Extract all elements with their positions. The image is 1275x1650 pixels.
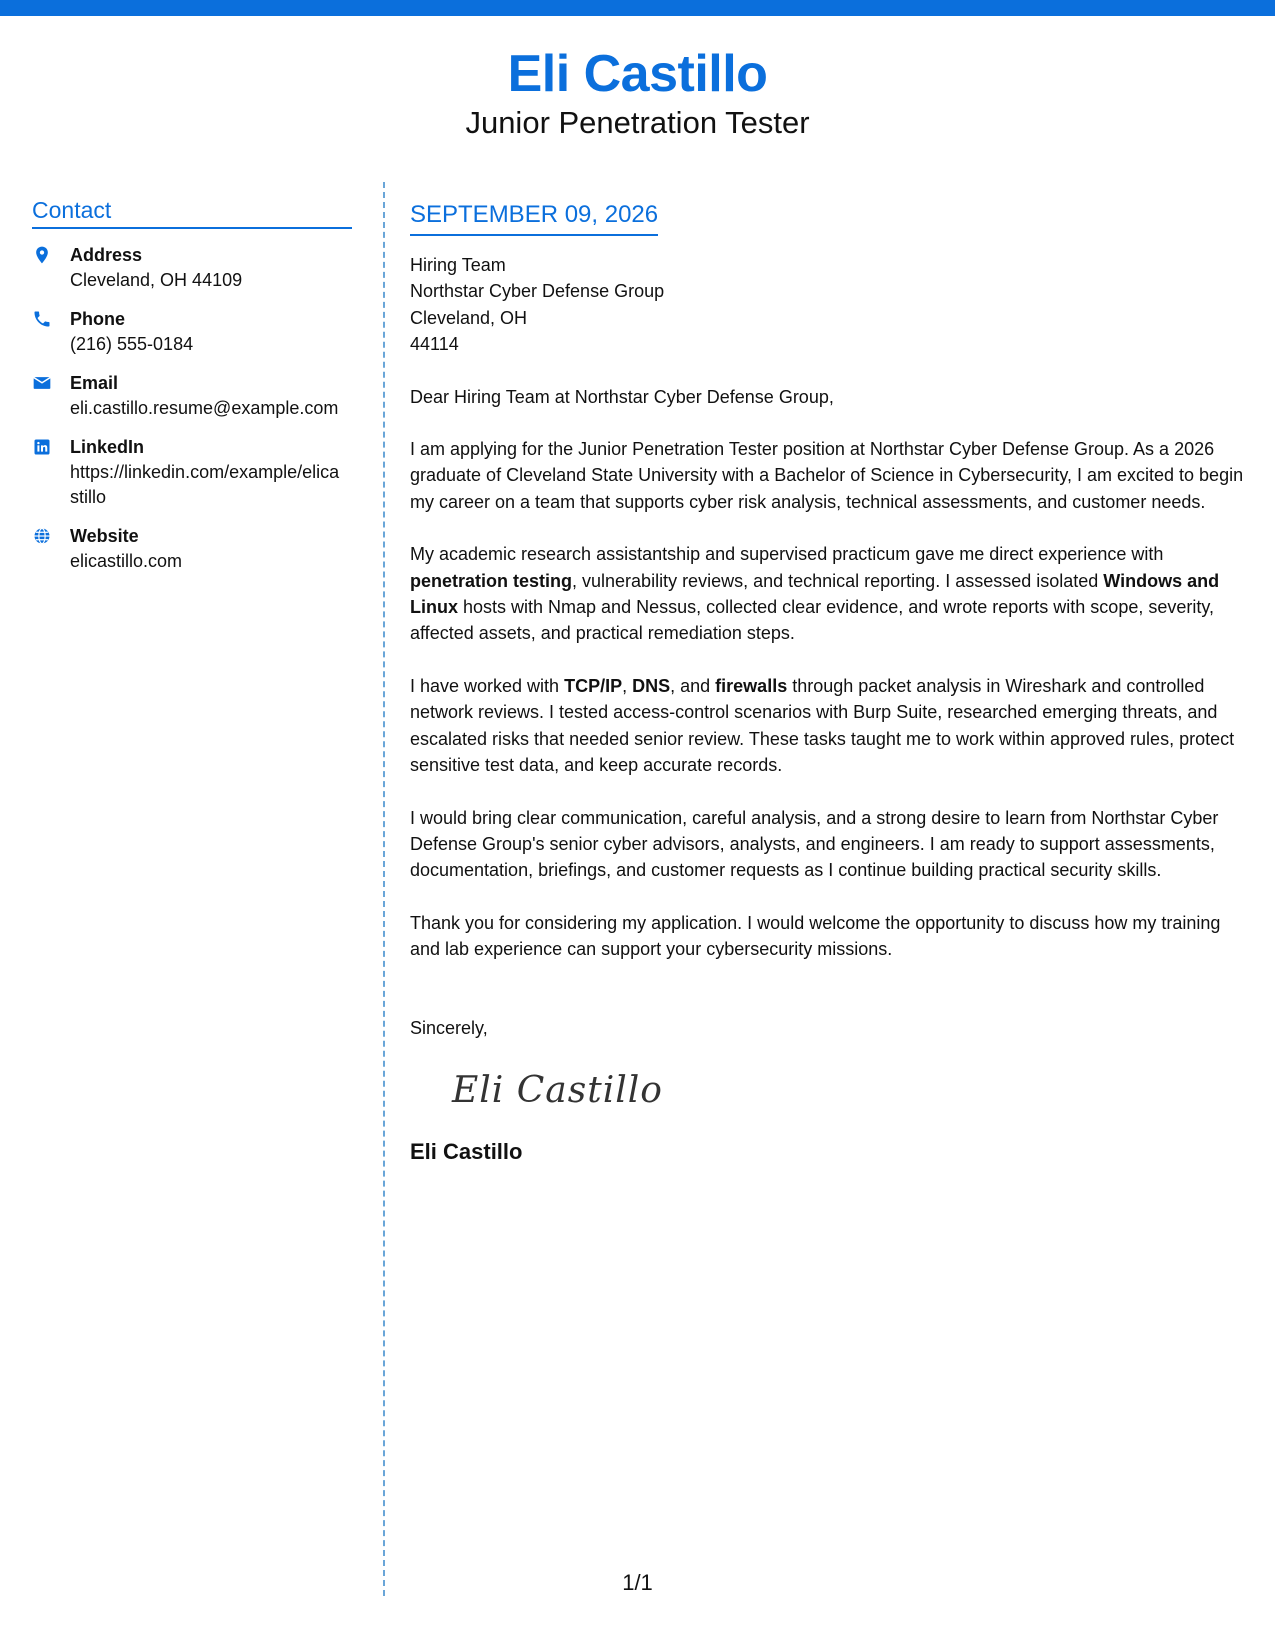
text-run: through packet analysis in Wireshark and controlled network reviews. I tested access-control scenarios with Burp Suite, researched emerging threats, and escalated risks that needed senior review. These tasks taught me to work within approved rules, protect sensitive test data, and keep accurate records.: [410, 675, 1235, 776]
recipient-block: [410, 252, 1250, 358]
text-run: , and: [670, 675, 716, 696]
location-pin-icon: [32, 245, 52, 265]
text-run: , vulnerability reviews, and technical reporting. I assessed isolated: [572, 570, 1104, 591]
contact-address: [32, 243, 352, 293]
phone-value: (216) 555-0184: [70, 334, 194, 354]
candidate-name: Eli Castillo: [507, 45, 768, 103]
salutation: Dear Hiring Team at Northstar Cyber Defense Group,: [410, 386, 834, 407]
linkedin-value[interactable]: https://linkedin.com/example/elicastillo: [70, 462, 340, 507]
text-run: hosts with Nmap and Nessus, collected clear evidence, and wrote reports with scope, severity, affected assets, and practical remediation steps.: [410, 597, 1215, 644]
bold-phrase: TCP/IP: [564, 675, 623, 696]
bold-phrase: DNS: [632, 675, 671, 696]
text-run: My academic research assistantship and supervised practicum gave me direct experience with: [410, 544, 1164, 565]
closing: Sincerely,: [410, 1017, 488, 1038]
letter-body: [410, 198, 1250, 1167]
bold-phrase: penetration testing: [410, 570, 573, 591]
recipient-city: Cleveland, OH: [410, 307, 528, 328]
address-value: Cleveland, OH 44109: [70, 270, 243, 290]
text-run: I would bring clear communication, careful analysis, and a strong desire to learn from Northstar Cyber Defense Group's senior cyber advisors, analysts, and engineers. I am ready to support assessments, documentation, briefings, and customer requests as I continue building practical security skills.: [410, 807, 1219, 881]
paragraph: [410, 673, 1250, 779]
page-number: 1/1: [622, 1570, 653, 1595]
text-run: Thank you for considering my application. I would welcome the opportunity to discuss how my training and lab experience can support your cybersecurity missions.: [410, 912, 1221, 960]
website-value[interactable]: elicastillo.com: [70, 551, 183, 571]
recipient-line: Hiring Team: [410, 255, 506, 275]
text-run: I am applying for the Junior Penetration Tester position at Northstar Cyber Defense Group. As a 2026 graduate of Cleveland State University with a Bachelor of Science in Cybersecurity, I am excited to begin my career on a team that supports cyber risk analysis, technical assessments, and customer needs.: [410, 439, 1244, 512]
text-run: I have worked with: [410, 675, 565, 696]
header: [0, 42, 1275, 142]
email-value[interactable]: eli.castillo.resume@example.com: [70, 398, 339, 418]
recipient-company: Northstar Cyber Defense Group: [410, 281, 665, 302]
contact-website: [32, 524, 352, 574]
text-run: ,: [622, 675, 633, 696]
column-divider: [383, 182, 385, 1596]
paragraph: [410, 541, 1250, 647]
contact-email: [32, 371, 352, 421]
job-title: Junior Penetration Tester: [465, 105, 810, 140]
letter-date: SEPTEMBER 09, 2026: [410, 198, 658, 236]
paragraph: [410, 910, 1250, 963]
website-label: Website: [70, 526, 139, 546]
email-label: Email: [70, 373, 119, 393]
recipient-zip: 44114: [410, 334, 459, 355]
phone-label: Phone: [70, 309, 126, 329]
linkedin-label: LinkedIn: [70, 437, 145, 457]
phone-icon: [32, 309, 52, 329]
address-label: Address: [70, 245, 143, 265]
signer-name: Eli Castillo: [410, 1138, 523, 1164]
top-accent-bar: [0, 0, 1275, 16]
linkedin-icon: [32, 437, 52, 457]
envelope-icon: [32, 373, 52, 393]
contact-sidebar: [32, 196, 352, 588]
contact-phone: [32, 307, 352, 357]
handwritten-signature: Eli Castillo: [452, 1069, 663, 1111]
bold-phrase: firewalls: [715, 675, 788, 696]
globe-icon: [32, 526, 52, 546]
paragraph: [410, 436, 1250, 515]
contact-linkedin: [32, 435, 352, 510]
bold-phrase: Windows and Linux: [410, 570, 1220, 618]
contact-heading: Contact: [32, 196, 352, 229]
paragraph: [410, 805, 1250, 884]
